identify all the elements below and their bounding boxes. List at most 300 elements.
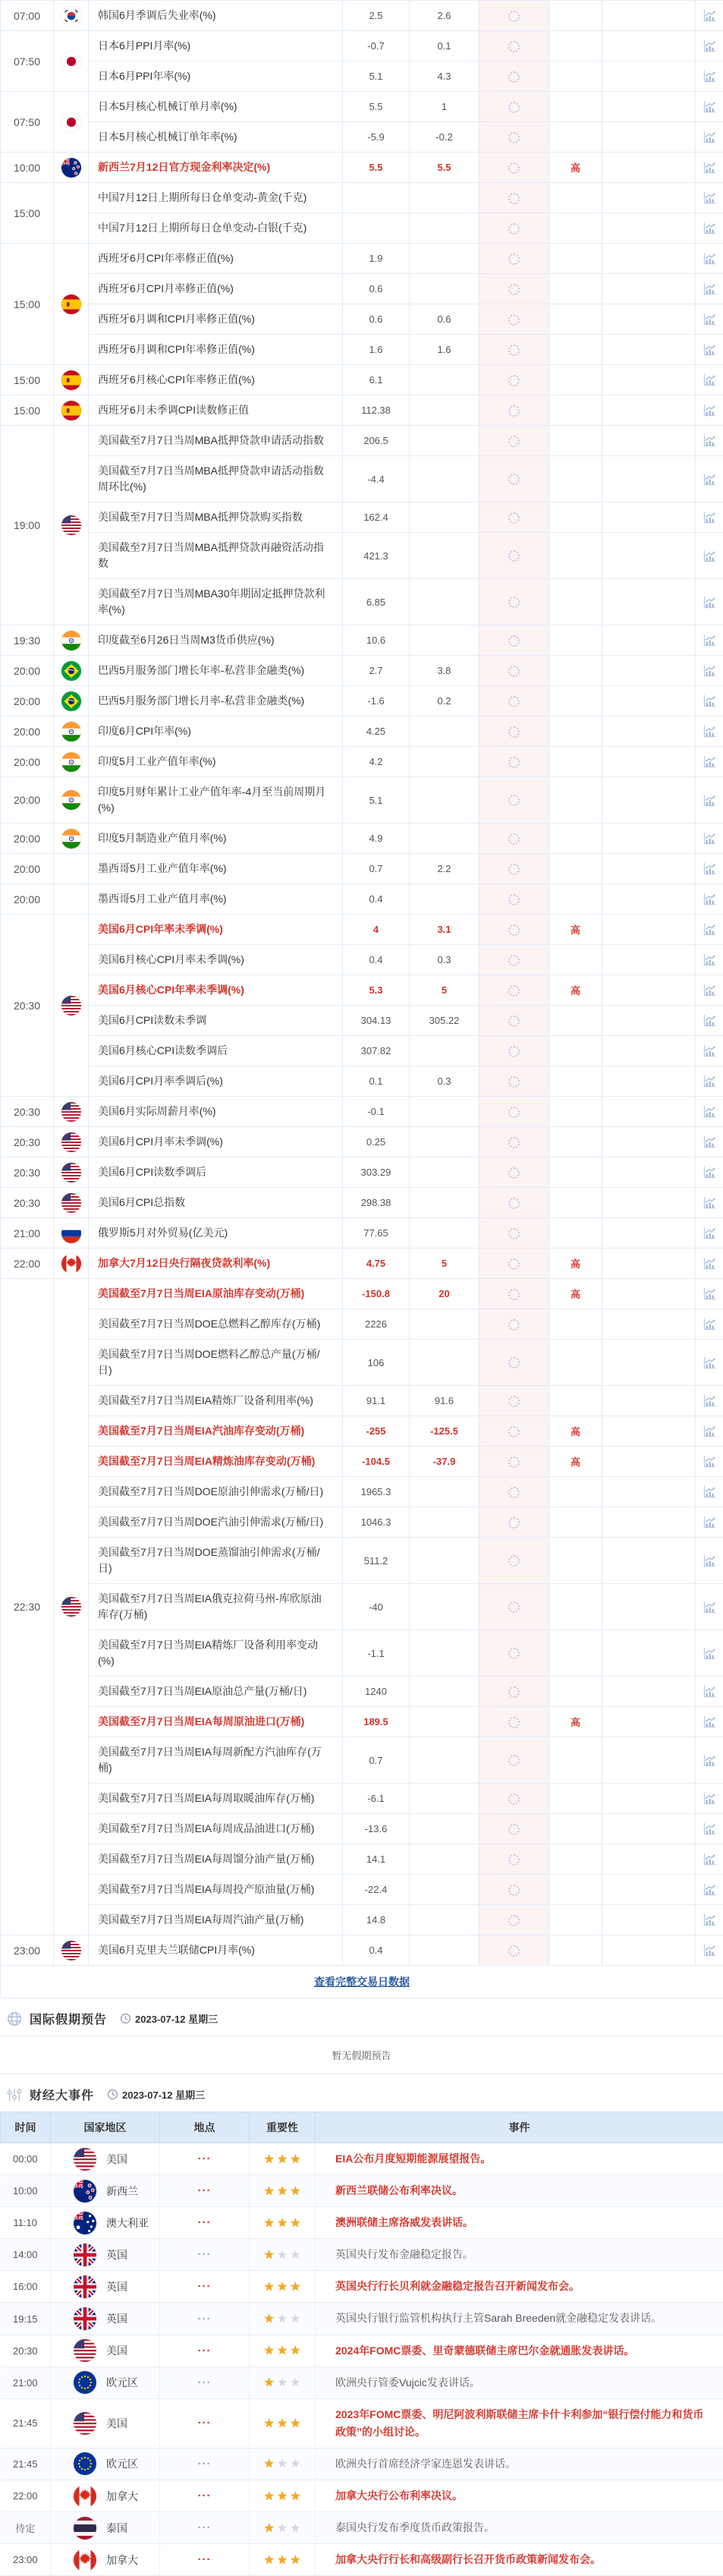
- importance-cell: [549, 395, 602, 426]
- country-flag-cell: [54, 824, 89, 854]
- chart-icon[interactable]: [703, 694, 717, 708]
- previous-value: 304.13: [343, 1006, 410, 1036]
- chart-link-cell[interactable]: [696, 1875, 723, 1905]
- importance-cell: [549, 1036, 602, 1066]
- calendar-row: [1, 716, 723, 747]
- forecast-value: -37.9: [410, 1447, 479, 1477]
- chart-icon[interactable]: [703, 251, 717, 266]
- chart-link-cell[interactable]: [696, 824, 723, 854]
- calendar-row: [1, 244, 723, 274]
- previous-value: 14.1: [343, 1844, 410, 1875]
- chart-icon[interactable]: [703, 1485, 717, 1499]
- clock-icon: [120, 2013, 131, 2024]
- indicator-name: 美国截至7月7日当周EIA原油库存变动(万桶): [89, 1279, 343, 1309]
- chart-link-cell[interactable]: [696, 747, 723, 777]
- star-icon: ★: [263, 2249, 274, 2262]
- chart-icon[interactable]: [703, 861, 717, 876]
- chart-icon[interactable]: [703, 724, 717, 738]
- previous-value: 112.38: [343, 395, 410, 426]
- in-flag-icon: [61, 790, 81, 810]
- chart-icon[interactable]: [703, 831, 717, 846]
- chart-icon[interactable]: [703, 1195, 717, 1210]
- loading-spinner-icon: [508, 1016, 520, 1027]
- chart-link-cell[interactable]: [696, 213, 723, 244]
- chart-icon[interactable]: [703, 1822, 717, 1836]
- loading-spinner-icon: [508, 696, 520, 707]
- chart-icon[interactable]: [703, 1165, 717, 1179]
- star-icon: ★: [290, 2313, 300, 2326]
- chart-link-cell[interactable]: [696, 1844, 723, 1875]
- previous-value: 303.29: [343, 1157, 410, 1188]
- indicator-name: 美国6月核心CPI月率未季调(%): [89, 945, 343, 975]
- importance-cell: [549, 213, 602, 244]
- loading-spinner-icon: [508, 1824, 520, 1835]
- previous-value: 4.25: [343, 716, 410, 747]
- chart-link-cell[interactable]: [696, 395, 723, 426]
- previous-value: 1240: [343, 1677, 410, 1707]
- previous-value: -0.1: [343, 1097, 410, 1127]
- previous-value: 5.5: [343, 153, 410, 183]
- chart-icon[interactable]: [703, 1646, 717, 1661]
- indicator-name: 印度截至6月26日当周M3货币供应(%): [89, 625, 343, 656]
- importance-cell: [549, 1630, 602, 1677]
- chart-link-cell[interactable]: [696, 1386, 723, 1416]
- event-time: 23:00: [1, 2544, 51, 2576]
- eu-flag-icon: [74, 2371, 96, 2394]
- effect-cell: [602, 1036, 696, 1066]
- event-row: [1, 2544, 723, 2576]
- chart-icon[interactable]: [703, 633, 717, 647]
- forecast-value: 5.5: [410, 153, 479, 183]
- events-header-event: 事件: [316, 2112, 723, 2143]
- country-label: 加拿大: [106, 2552, 138, 2568]
- event-time-cell: 19:00: [1, 426, 54, 625]
- chart-link-cell[interactable]: [696, 533, 723, 579]
- event-row: [1, 2335, 723, 2367]
- chart-link-cell[interactable]: [696, 274, 723, 304]
- effect-cell: [602, 1416, 696, 1447]
- calendar-row: [1, 579, 723, 625]
- loading-spinner-icon: [508, 635, 520, 647]
- star-icon: ★: [263, 2313, 274, 2326]
- published-value-cell: [479, 426, 549, 456]
- view-full-day-link[interactable]: 查看完整交易日数据: [314, 1976, 410, 1988]
- country-flag-cell: [54, 1097, 89, 1127]
- chart-icon[interactable]: [703, 983, 717, 997]
- es-flag-icon: [61, 370, 81, 390]
- previous-value: 106: [343, 1340, 410, 1386]
- previous-value: 6.85: [343, 579, 410, 625]
- indicator-name: 美国6月CPI月率季调后(%): [89, 1066, 343, 1097]
- chart-icon[interactable]: [703, 1913, 717, 1927]
- importance-cell: [549, 777, 602, 824]
- chart-icon[interactable]: [703, 99, 717, 114]
- clock-icon: [107, 2089, 118, 2100]
- chart-link-cell[interactable]: [696, 183, 723, 213]
- chart-link-cell[interactable]: [696, 31, 723, 61]
- importance-cell: [549, 1477, 602, 1507]
- chart-link-cell[interactable]: [696, 1097, 723, 1127]
- star-icon: ★: [263, 2490, 274, 2503]
- country: [74, 2517, 159, 2540]
- chart-link-cell[interactable]: [696, 1630, 723, 1677]
- chart-icon[interactable]: [703, 403, 717, 417]
- importance-cell: 高: [549, 1707, 602, 1737]
- chart-icon[interactable]: [703, 312, 717, 326]
- chart-icon[interactable]: [703, 892, 717, 906]
- chart-link-cell[interactable]: [696, 884, 723, 915]
- country-flag-cell: [54, 92, 89, 153]
- chart-icon[interactable]: [703, 1044, 717, 1058]
- event-description: 欧洲央行首席经济学家连恩发表讲话。: [316, 2448, 723, 2480]
- indicator-name: 印度5月财年累计工业产值年率-4月至当前周期月(%): [89, 777, 343, 824]
- chart-icon[interactable]: [703, 595, 717, 609]
- effect-cell: [602, 153, 696, 183]
- chart-icon[interactable]: [703, 160, 717, 175]
- chart-link-cell[interactable]: [696, 244, 723, 274]
- effect-cell: [602, 1630, 696, 1677]
- chart-icon[interactable]: [703, 69, 717, 83]
- published-value-cell: [479, 244, 549, 274]
- previous-value: 10.6: [343, 625, 410, 656]
- forecast-value: [410, 1844, 479, 1875]
- chart-link-cell[interactable]: [696, 1707, 723, 1737]
- star-icon: ★: [277, 2490, 288, 2503]
- star-icon: ★: [263, 2522, 274, 2535]
- effect-cell: [602, 1538, 696, 1584]
- chart-icon[interactable]: [703, 1791, 717, 1806]
- chart-icon[interactable]: [703, 191, 717, 205]
- chart-icon[interactable]: [703, 1715, 717, 1729]
- effect-cell: [602, 1584, 696, 1630]
- calendar-row: [1, 1006, 723, 1036]
- forecast-value: [410, 1340, 479, 1386]
- country: [74, 2244, 159, 2266]
- chart-link-cell[interactable]: [696, 686, 723, 716]
- previous-value: 162.4: [343, 502, 410, 533]
- chart-link-cell[interactable]: [696, 1538, 723, 1584]
- chart-icon[interactable]: [703, 433, 717, 448]
- chart-icon[interactable]: [703, 510, 717, 524]
- loading-spinner-icon: [508, 1357, 520, 1368]
- event-time: 14:00: [1, 2239, 51, 2271]
- loading-spinner-icon: [508, 833, 520, 845]
- chart-icon[interactable]: [703, 754, 717, 769]
- previous-value: 4.75: [343, 1249, 410, 1279]
- chart-link-cell[interactable]: [696, 1905, 723, 1935]
- effect-cell: [602, 61, 696, 92]
- chart-icon[interactable]: [703, 1286, 717, 1301]
- indicator-name: 墨西哥5月工业产值年率(%): [89, 854, 343, 884]
- chart-link-cell[interactable]: [696, 502, 723, 533]
- chart-icon[interactable]: [703, 1256, 717, 1271]
- eu-flag-icon: [74, 2452, 96, 2475]
- country-flag-cell: [54, 884, 89, 915]
- chart-icon[interactable]: [703, 1356, 717, 1370]
- chart-link-cell[interactable]: [696, 1814, 723, 1844]
- event-description: 泰国央行发布季度货币政策报告。: [316, 2512, 723, 2544]
- in-flag-icon: [61, 722, 81, 742]
- chart-link-cell[interactable]: [696, 656, 723, 686]
- chart-link-cell[interactable]: [696, 975, 723, 1006]
- indicator-name: 美国截至7月7日当周MBA抵押贷款购买指数: [89, 502, 343, 533]
- chart-icon[interactable]: [703, 8, 717, 23]
- chart-link-cell[interactable]: [696, 1784, 723, 1814]
- chart-link-cell[interactable]: [696, 1584, 723, 1630]
- chart-link-cell[interactable]: [696, 365, 723, 395]
- calendar-row: [1, 884, 723, 915]
- chart-link-cell[interactable]: [696, 777, 723, 824]
- chart-link-cell[interactable]: [696, 579, 723, 625]
- chart-link-cell[interactable]: [696, 456, 723, 502]
- chart-link-cell[interactable]: [696, 1677, 723, 1707]
- loading-spinner-icon: [508, 1915, 520, 1926]
- importance-cell: [549, 244, 602, 274]
- chart-link-cell[interactable]: [696, 1066, 723, 1097]
- indicator-name: 日本6月PPI月率(%): [89, 31, 343, 61]
- event-time-cell: 20:00: [1, 824, 54, 854]
- importance-cell: [549, 1875, 602, 1905]
- chart-icon[interactable]: [703, 1424, 717, 1438]
- events-header-country: 国家地区: [51, 2112, 160, 2143]
- chart-link-cell[interactable]: [696, 1737, 723, 1784]
- loading-spinner-icon: [508, 1107, 520, 1118]
- forecast-value: [410, 1905, 479, 1935]
- chart-link-cell[interactable]: [696, 1935, 723, 1966]
- loading-spinner-icon: [508, 1517, 520, 1529]
- chart-link-cell[interactable]: [696, 1447, 723, 1477]
- effect-cell: [602, 244, 696, 274]
- importance-cell: [549, 1737, 602, 1784]
- previous-value: 0.6: [343, 304, 410, 335]
- event-description: 新西兰联储公布利率决议。: [316, 2175, 723, 2207]
- importance-stars: [250, 2239, 316, 2271]
- chart-icon[interactable]: [703, 1226, 717, 1240]
- previous-value: 206.5: [343, 426, 410, 456]
- chart-link-cell[interactable]: [696, 1218, 723, 1249]
- star-icon: ★: [263, 2345, 274, 2357]
- chart-icon[interactable]: [703, 1454, 717, 1469]
- effect-cell: [602, 456, 696, 502]
- chart-link-cell[interactable]: [696, 1188, 723, 1218]
- importance-cell: [549, 1844, 602, 1875]
- chart-icon[interactable]: [703, 1600, 717, 1614]
- event-country-cell: [51, 2143, 160, 2175]
- loading-spinner-icon: [508, 1228, 520, 1239]
- chart-icon[interactable]: [703, 1074, 717, 1088]
- event-location: ···: [160, 2544, 250, 2576]
- chart-link-cell[interactable]: [696, 122, 723, 153]
- effect-cell: [602, 656, 696, 686]
- chart-link-cell[interactable]: [696, 1006, 723, 1036]
- chart-link-cell[interactable]: [696, 1507, 723, 1538]
- effect-cell: [602, 854, 696, 884]
- chart-icon[interactable]: [703, 39, 717, 53]
- chart-link-cell[interactable]: [696, 1, 723, 31]
- chart-link-cell[interactable]: [696, 1309, 723, 1340]
- calendar-row: [1, 1416, 723, 1447]
- chart-link-cell[interactable]: [696, 1036, 723, 1066]
- chart-link-cell[interactable]: [696, 1127, 723, 1157]
- previous-value: 4.2: [343, 747, 410, 777]
- event-description: 2024年FOMC票委、里奇蒙德联储主席巴尔金就通胀发表讲话。: [316, 2335, 723, 2367]
- importance-cell: [549, 1784, 602, 1814]
- country-flag-cell: [54, 686, 89, 716]
- event-description: 澳洲联储主席洛威发表讲话。: [316, 2207, 723, 2239]
- event-time-cell: 20:00: [1, 716, 54, 747]
- chart-link-cell[interactable]: [696, 1249, 723, 1279]
- chart-icon[interactable]: [703, 922, 717, 937]
- chart-icon[interactable]: [703, 472, 717, 487]
- chart-link-cell[interactable]: [696, 61, 723, 92]
- chart-icon[interactable]: [703, 373, 717, 387]
- loading-spinner-icon: [508, 375, 520, 386]
- event-time: 11:10: [1, 2207, 51, 2239]
- effect-cell: [602, 533, 696, 579]
- country-flag-cell: [54, 395, 89, 426]
- indicator-name: 美国截至7月7日当周MBA30年期固定抵押贷款利率(%): [89, 579, 343, 625]
- chart-icon[interactable]: [703, 130, 717, 144]
- chart-link-cell[interactable]: [696, 1279, 723, 1309]
- published-value-cell: [479, 824, 549, 854]
- chart-icon[interactable]: [703, 342, 717, 357]
- loading-spinner-icon: [508, 1686, 520, 1698]
- chart-link-cell[interactable]: [696, 426, 723, 456]
- indicator-name: 西班牙6月未季调CPI读数修正值: [89, 395, 343, 426]
- chart-icon[interactable]: [703, 221, 717, 235]
- previous-value: 91.1: [343, 1386, 410, 1416]
- chart-icon[interactable]: [703, 1393, 717, 1408]
- event-time-cell: 07:50: [1, 92, 54, 153]
- effect-cell: [602, 1188, 696, 1218]
- event-location: ···: [160, 2335, 250, 2367]
- country: [74, 2148, 159, 2171]
- chart-icon[interactable]: [703, 1882, 717, 1897]
- chart-link-cell[interactable]: [696, 1157, 723, 1188]
- chart-icon[interactable]: [703, 1554, 717, 1568]
- importance-stars: [250, 2175, 316, 2207]
- event-time-cell: 15:00: [1, 183, 54, 244]
- chart-link-cell[interactable]: [696, 945, 723, 975]
- effect-cell: [602, 1097, 696, 1127]
- chart-link-cell[interactable]: [696, 1477, 723, 1507]
- calendar-row: [1, 1844, 723, 1875]
- published-value-cell: [479, 365, 549, 395]
- event-country-cell: [51, 2448, 160, 2480]
- events-section-date: 2023-07-12 星期三: [107, 2087, 205, 2102]
- chart-link-cell[interactable]: [696, 625, 723, 656]
- chart-link-cell[interactable]: [696, 1340, 723, 1386]
- event-time-cell: 07:00: [1, 1, 54, 31]
- chart-icon[interactable]: [703, 663, 717, 678]
- th-flag-icon: [74, 2517, 96, 2540]
- calendar-row: [1, 625, 723, 656]
- published-value-cell: [479, 915, 549, 945]
- chart-link-cell[interactable]: [696, 153, 723, 183]
- chart-icon[interactable]: [703, 549, 717, 563]
- previous-value: 511.2: [343, 1538, 410, 1584]
- previous-value: 2.7: [343, 656, 410, 686]
- importance-cell: [549, 456, 602, 502]
- calendar-row: [1, 1249, 723, 1279]
- effect-cell: [602, 31, 696, 61]
- chart-icon[interactable]: [703, 1013, 717, 1028]
- event-row: [1, 2512, 723, 2544]
- chart-icon[interactable]: [703, 1852, 717, 1866]
- chart-link-cell[interactable]: [696, 716, 723, 747]
- published-value-cell: [479, 1584, 549, 1630]
- event-location: ···: [160, 2143, 250, 2175]
- published-value-cell: [479, 945, 549, 975]
- event-time-cell: 20:30: [1, 1157, 54, 1188]
- forecast-value: [410, 274, 479, 304]
- chart-icon[interactable]: [703, 1317, 717, 1331]
- importance-stars: [250, 2398, 316, 2448]
- country-label: 美国: [106, 2416, 127, 2431]
- chart-link-cell[interactable]: [696, 854, 723, 884]
- star-icon: ★: [263, 2217, 274, 2230]
- us-flag-icon: [61, 1102, 81, 1122]
- star-icon: ★: [277, 2185, 288, 2198]
- published-value-cell: [479, 1157, 549, 1188]
- chart-icon[interactable]: [703, 1135, 717, 1149]
- loading-spinner-icon: [508, 597, 520, 608]
- previous-value: -4.4: [343, 456, 410, 502]
- chart-icon[interactable]: [703, 1515, 717, 1529]
- forecast-value: [410, 1784, 479, 1814]
- chart-link-cell[interactable]: [696, 304, 723, 335]
- chart-icon[interactable]: [703, 1943, 717, 1957]
- star-icon: ★: [263, 2417, 274, 2430]
- event-location: ···: [160, 2448, 250, 2480]
- effect-cell: [602, 274, 696, 304]
- previous-value: 14.8: [343, 1905, 410, 1935]
- chart-link-cell[interactable]: [696, 92, 723, 122]
- loading-spinner-icon: [508, 726, 520, 738]
- chart-icon[interactable]: [703, 953, 717, 967]
- indicator-name: 新西兰7月12日官方现金利率决定(%): [89, 153, 343, 183]
- importance-cell: [549, 1218, 602, 1249]
- forecast-value: [410, 1677, 479, 1707]
- country-flag-cell: [54, 1279, 89, 1935]
- country-label: 新西兰: [106, 2184, 138, 2199]
- loading-spinner-icon: [508, 1601, 520, 1613]
- event-description: EIA公布月度短期能源展望报告。: [316, 2143, 723, 2175]
- importance-cell: [549, 1507, 602, 1538]
- previous-value: 77.65: [343, 1218, 410, 1249]
- chart-icon[interactable]: [703, 282, 717, 296]
- us-flag-icon: [61, 1941, 81, 1960]
- effect-cell: [602, 183, 696, 213]
- forecast-value: [410, 777, 479, 824]
- published-value-cell: [479, 61, 549, 92]
- published-value-cell: [479, 1097, 549, 1127]
- previous-value: 0.4: [343, 1935, 410, 1966]
- event-time-cell: 20:30: [1, 1097, 54, 1127]
- forecast-value: [410, 1127, 479, 1157]
- chart-icon[interactable]: [703, 1104, 717, 1119]
- holiday-section-date: 2023-07-12 星期三: [120, 2011, 218, 2026]
- importance-cell: [549, 1, 602, 31]
- chart-link-cell[interactable]: [696, 915, 723, 945]
- chart-icon[interactable]: [703, 793, 717, 808]
- chart-link-cell[interactable]: [696, 335, 723, 365]
- event-country-cell: [51, 2544, 160, 2576]
- chart-icon[interactable]: [703, 1753, 717, 1768]
- chart-icon[interactable]: [703, 1684, 717, 1699]
- chart-link-cell[interactable]: [696, 1416, 723, 1447]
- published-value-cell: [479, 854, 549, 884]
